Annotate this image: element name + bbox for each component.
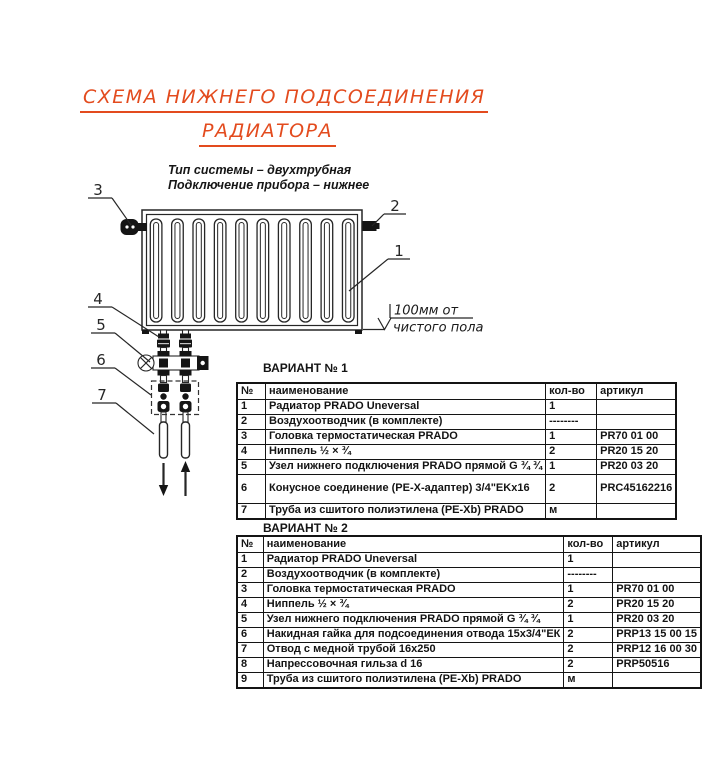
callout-5: 5 (96, 316, 106, 334)
callout-2: 2 (390, 197, 400, 215)
page-title-text1: СХЕМА НИЖНЕГО ПОДСОЕДИНЕНИЯ (80, 86, 488, 113)
air-vent-icon (363, 221, 380, 231)
table-cell: 1 (237, 400, 266, 415)
table-cell: 2 (237, 568, 263, 583)
table-cell: 4 (237, 598, 263, 613)
column-header: артикул (597, 383, 677, 400)
variant-1-title: ВАРИАНТ № 1 (263, 361, 348, 375)
table-row (237, 553, 701, 568)
table-row (237, 504, 676, 520)
column-header: наименование (266, 383, 546, 400)
table-row (237, 415, 676, 430)
table-row (237, 583, 701, 598)
table-row (237, 475, 676, 504)
page-title-text2: РАДИАТОРА (199, 120, 336, 147)
table-cell: Воздухоотводчик (в комплекте) (263, 568, 564, 583)
table-cell (597, 504, 677, 520)
system-type-note: Тип системы – двухтрубная (168, 163, 352, 177)
table-cell: Узел нижнего подключения PRADO прямой G ¾ ¾ (266, 460, 546, 475)
table-cell: Труба из сшитого полиэтилена (PE-Xb) PRADO (266, 504, 546, 520)
table-cell: 4 (237, 445, 266, 460)
valve-block-icon (197, 356, 209, 370)
table-cell: 2 (546, 475, 597, 504)
table-cell: 1 (564, 553, 613, 568)
table-cell: Радиатор PRADO Uneversal (266, 400, 546, 415)
column-header: наименование (263, 536, 564, 553)
table-cell: PR20 03 20 (597, 460, 677, 475)
radiator-fin (300, 219, 312, 322)
table-row (237, 658, 701, 673)
connection-type-note: Подключение прибора – нижнее (168, 178, 370, 192)
parts-table-variant-1 (236, 382, 677, 520)
table-cell: 2 (237, 415, 266, 430)
table-cell: PRC45162216 (597, 475, 677, 504)
table-cell: Радиатор PRADO Uneversal (263, 553, 564, 568)
parts-table-variant-2 (236, 535, 702, 689)
table-cell (597, 400, 677, 415)
radiator-fin (257, 219, 269, 322)
table-cell (613, 673, 701, 689)
header-row (237, 536, 701, 553)
radiator-fin (321, 219, 333, 322)
radiator-fin (278, 219, 290, 322)
table-cell: 3 (237, 430, 266, 445)
table-cell: 1 (546, 400, 597, 415)
table-cell: 5 (237, 613, 263, 628)
table-row (237, 643, 701, 658)
table-row (237, 460, 676, 475)
table-cell: 1 (564, 583, 613, 598)
table-cell: Накидная гайка для подсоединения отвода 15x3/4"ЕК (263, 628, 564, 643)
header-row (237, 383, 676, 400)
radiator-fin (150, 219, 162, 322)
table-cell: 1 (564, 613, 613, 628)
table-cell: PR20 03 20 (613, 613, 701, 628)
table-cell: Ниппель ½ × ¾ (263, 598, 564, 613)
table-cell: 9 (237, 673, 263, 689)
table-cell: PR20 15 20 (613, 598, 701, 613)
pipe-assembly-right (179, 330, 192, 458)
table-cell: -------- (546, 415, 597, 430)
table-cell: 2 (546, 445, 597, 460)
column-header: кол-во (564, 536, 613, 553)
table-row (237, 430, 676, 445)
table-cell: PR20 15 20 (597, 445, 677, 460)
table-cell: м (564, 673, 613, 689)
table-cell: Головка термостатическая PRADO (266, 430, 546, 445)
table-cell: Конусное соединение (PE-X-адаптер) 3/4"EKx16 (266, 475, 546, 504)
table-cell: PR70 01 00 (597, 430, 677, 445)
table-cell: 5 (237, 460, 266, 475)
table-cell: 2 (564, 598, 613, 613)
table-cell: 1 (237, 553, 263, 568)
callout-4: 4 (93, 290, 103, 308)
table-cell: Труба из сшитого полиэтилена (PE-Xb) PRADO (263, 673, 564, 689)
table-cell: 2 (564, 628, 613, 643)
table-cell: 1 (546, 430, 597, 445)
table-cell: 2 (564, 658, 613, 673)
thermostatic-head-icon (121, 219, 148, 235)
table-row (237, 445, 676, 460)
table-cell (613, 553, 701, 568)
table-cell (597, 415, 677, 430)
table-cell: 6 (237, 628, 263, 643)
callout-1: 1 (394, 242, 404, 260)
table-cell: Отвод с медной трубой 16x250 (263, 643, 564, 658)
table-cell: Напрессовочная гильза d 16 (263, 658, 564, 673)
radiator-fin (193, 219, 205, 322)
table-cell: 7 (237, 643, 263, 658)
table-row (237, 598, 701, 613)
table-cell: м (546, 504, 597, 520)
table-row (237, 568, 701, 583)
radiator-fin (172, 219, 184, 322)
table-cell (613, 568, 701, 583)
variant-2-title: ВАРИАНТ № 2 (263, 521, 348, 535)
radiator-fin (214, 219, 226, 322)
callout-7: 7 (97, 386, 107, 404)
table-cell: 7 (237, 504, 266, 520)
callout-3: 3 (93, 181, 103, 199)
table-cell: PRP12 16 00 30 (613, 643, 701, 658)
radiator-fin (342, 219, 354, 322)
table-row (237, 673, 701, 689)
level-note-line1: 100мм от (394, 303, 459, 319)
flow-arrows (159, 461, 190, 496)
callout-6: 6 (96, 351, 106, 369)
table-cell: 2 (564, 643, 613, 658)
column-header: артикул (613, 536, 701, 553)
table-cell: 8 (237, 658, 263, 673)
table-cell: PRP13 15 00 15 (613, 628, 701, 643)
table-cell: Воздухоотводчик (в комплекте) (266, 415, 546, 430)
table-row (237, 400, 676, 415)
table-cell: 1 (546, 460, 597, 475)
table-row (237, 628, 701, 643)
pipe-assembly (157, 330, 170, 458)
radiator-fins (150, 219, 354, 322)
table-row (237, 613, 701, 628)
floor-level-mark (363, 304, 483, 336)
column-header: № (237, 536, 263, 553)
table-cell: PRP50516 (613, 658, 701, 673)
column-header: кол-во (546, 383, 597, 400)
table-cell: -------- (564, 568, 613, 583)
radiator-fin (236, 219, 248, 322)
table-cell: PR70 01 00 (613, 583, 701, 598)
table-cell: Ниппель ½ × ¾ (266, 445, 546, 460)
table-cell: 3 (237, 583, 263, 598)
table-cell: Головка термостатическая PRADO (263, 583, 564, 598)
table-cell: 6 (237, 475, 266, 504)
valve-wheel-icon (138, 355, 154, 371)
table-cell: Узел нижнего подключения PRADO прямой G ¾ ¾ (263, 613, 564, 628)
column-header: № (237, 383, 266, 400)
level-note-line2: чистого пола (393, 320, 484, 336)
